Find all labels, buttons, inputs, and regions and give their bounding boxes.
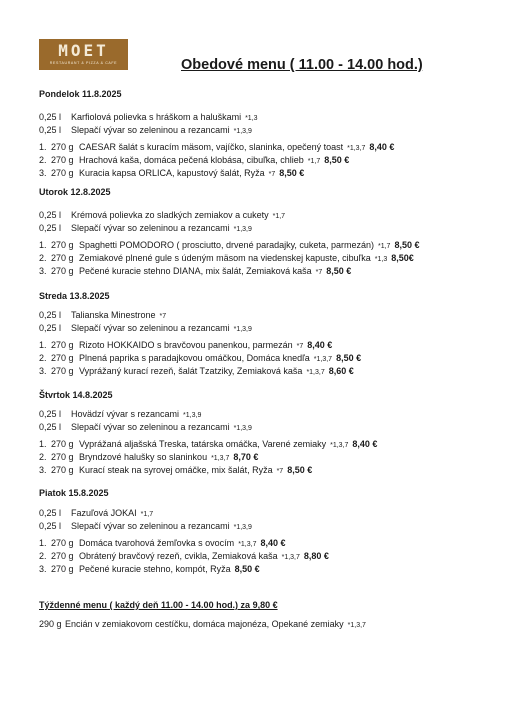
main-course-item	[39, 452, 258, 464]
soup-name: Slepačí vývar so zeleninou a rezancami	[71, 521, 230, 531]
soup-item	[39, 422, 252, 434]
allergens: *1,3,7	[281, 554, 300, 561]
soup-item	[39, 310, 166, 322]
main-name: Vyprážaný kurací rezeň, šalát Tzatziky, Zemiaková kaša	[79, 366, 303, 376]
price: 8,40 €	[352, 439, 378, 449]
allergens: *1,3	[245, 115, 258, 122]
main-quantity: 270 g	[51, 340, 74, 350]
main-course-item	[39, 155, 349, 167]
price: 8,50 €	[324, 155, 350, 165]
allergens: *1,7	[140, 511, 154, 518]
main-quantity: 270 g	[51, 564, 74, 574]
allergens: *1,7	[377, 243, 391, 250]
item-number: 2.	[39, 551, 47, 561]
item-number: 2.	[39, 452, 47, 462]
soup-name: Slepačí vývar so zeleninou a rezancami	[71, 223, 230, 233]
day-heading: Štvrtok 14.8.2025	[39, 390, 113, 400]
price: 8,40 €	[369, 142, 395, 152]
soup-quantity: 0,25 l	[39, 409, 62, 419]
price: 8,50 €	[336, 353, 362, 363]
main-name: Bryndzové halušky so slaninkou	[79, 452, 208, 462]
main-name: Spaghetti POMODORO ( prosciutto, drvené paradajky, cuketa, parmezán)	[79, 240, 374, 250]
item-number: 3.	[39, 266, 47, 276]
item-number: 1.	[39, 340, 47, 350]
item-number: 3.	[39, 564, 47, 574]
day-heading: Pondelok 11.8.2025	[39, 89, 122, 99]
allergens: *1,3,9	[233, 524, 252, 531]
main-course-item	[39, 266, 351, 278]
soup-quantity: 0,25 l	[39, 508, 62, 518]
price: 8,50 €	[234, 564, 260, 574]
day-heading: Utorok 12.8.2025	[39, 187, 111, 197]
item-number: 1.	[39, 142, 47, 152]
soup-item	[39, 323, 252, 335]
soup-quantity: 0,25 l	[39, 422, 62, 432]
price: 8,60 €	[328, 366, 354, 376]
price: 8,50 €	[287, 465, 313, 475]
main-name: Domáca tvarohová žemľovka s ovocím	[79, 538, 235, 548]
allergens: *7	[159, 313, 167, 320]
main-name: Kurací steak na syrovej omáčke, mix šalát, Ryža	[79, 465, 273, 475]
main-course-item	[39, 168, 304, 180]
main-name: Vyprážaná aljašská Treska, tatárska omáčka, Varené zemiaky	[79, 439, 327, 449]
price: 8,50 €	[394, 240, 420, 250]
allergens: *1,3,7	[313, 356, 333, 363]
allergens: *1,3,9	[233, 226, 252, 233]
main-quantity: 270 g	[51, 266, 74, 276]
allergens: *1,3,7	[330, 442, 349, 449]
soup-name: Krémová polievka zo sladkých zemiakov a cukety	[71, 210, 269, 220]
soup-item	[39, 521, 252, 533]
allergens: *1,3,9	[233, 425, 252, 432]
soup-quantity: 0,25 l	[39, 125, 62, 135]
soup-item	[39, 223, 252, 235]
soup-item	[39, 125, 252, 137]
day-heading: Streda 13.8.2025	[39, 291, 110, 301]
allergens: *7	[296, 343, 304, 350]
allergens: *7	[315, 269, 323, 276]
allergens: *7	[276, 468, 284, 475]
item-number: 3.	[39, 168, 47, 178]
soup-item	[39, 508, 153, 520]
allergens: *1,7	[307, 158, 321, 165]
price: 8,50 €	[279, 168, 305, 178]
soup-quantity: 0,25 l	[39, 521, 62, 531]
main-quantity: 270 g	[51, 253, 74, 263]
weekly-menu-heading: Týždenné menu ( každý deň 11.00 - 14.00 hod.) za 9,80 €	[39, 600, 278, 610]
main-course-item	[39, 142, 394, 154]
weekly-name: Encián v zemiakovom cestíčku, domáca majonéza, Opekané zemiaky	[65, 619, 344, 629]
price: 8,80 €	[303, 551, 329, 561]
soup-quantity: 0,25 l	[39, 310, 62, 320]
main-course-item	[39, 465, 312, 477]
allergens: *1,7	[272, 213, 286, 220]
main-quantity: 270 g	[51, 465, 74, 475]
main-course-item	[39, 439, 377, 451]
main-name: Pečené kuracie stehno DIANA, mix šalát, Zemiaková kaša	[79, 266, 312, 276]
allergens: *1,3,7	[211, 455, 230, 462]
price: 8,70 €	[233, 452, 259, 462]
price: 8,40 €	[260, 538, 286, 548]
main-name: CAESAR šalát s kuracím mäsom, vajíčko, slaninka, opečený toast	[79, 142, 344, 152]
weekly-quantity: 290 g	[39, 619, 62, 629]
soup-quantity: 0,25 l	[39, 323, 62, 333]
allergens: *1,3,7	[238, 541, 257, 548]
item-number: 1.	[39, 439, 47, 449]
allergens: *1,3,7	[347, 622, 366, 629]
page-title: Obedové menu ( 11.00 - 14.00 hod.)	[181, 57, 423, 73]
soup-item	[39, 409, 201, 421]
main-quantity: 270 g	[51, 142, 74, 152]
allergens: *1,3,9	[233, 326, 252, 333]
main-quantity: 270 g	[51, 551, 74, 561]
soup-name: Slepačí vývar so zeleninou a rezancami	[71, 323, 230, 333]
soup-name: Fazuľová JOKAI	[71, 508, 137, 518]
item-number: 1.	[39, 240, 47, 250]
main-course-item	[39, 564, 260, 575]
soup-name: Slepačí vývar so zeleninou a rezancami	[71, 422, 230, 432]
soup-quantity: 0,25 l	[39, 112, 62, 122]
main-course-item	[39, 551, 329, 563]
soup-item	[39, 210, 285, 222]
item-number: 2.	[39, 253, 47, 263]
soup-item	[39, 112, 258, 124]
main-name: Plnená paprika s paradajkovou omáčkou, Domáca knedľa	[79, 353, 310, 363]
main-course-item	[39, 366, 354, 378]
main-course-item	[39, 340, 332, 352]
main-quantity: 270 g	[51, 155, 74, 165]
allergens: *7	[268, 171, 276, 178]
main-name: Rizoto HOKKAIDO s bravčovou panenkou, parmezán	[79, 340, 293, 350]
main-quantity: 270 g	[51, 168, 74, 178]
main-quantity: 270 g	[51, 538, 74, 548]
item-number: 3.	[39, 465, 47, 475]
soup-name: Karfiolová polievka s hráškom a haluškami	[71, 112, 242, 122]
price: 8,50 €	[326, 266, 352, 276]
item-number: 2.	[39, 353, 47, 363]
main-course-item	[39, 353, 361, 365]
allergens: *1,3,7	[347, 145, 366, 152]
main-course-item	[39, 253, 414, 265]
allergens: *1,3,7	[306, 369, 325, 376]
soup-name: Slepačí vývar so zeleninou a rezancami	[71, 125, 230, 135]
main-quantity: 270 g	[51, 439, 74, 449]
main-quantity: 270 g	[51, 240, 74, 250]
allergens: *1,3	[374, 256, 388, 263]
item-number: 3.	[39, 366, 47, 376]
restaurant-logo	[39, 39, 128, 70]
main-quantity: 270 g	[51, 366, 74, 376]
main-quantity: 270 g	[51, 452, 74, 462]
allergens: *1,3,9	[233, 128, 252, 135]
soup-name: Talianska Minestrone	[71, 310, 156, 320]
item-number: 2.	[39, 155, 47, 165]
weekly-menu-item	[39, 619, 366, 631]
main-quantity: 270 g	[51, 353, 74, 363]
price: 8,40 €	[307, 340, 333, 350]
soup-name: Hovädzí vývar s rezancami	[71, 409, 180, 419]
main-course-item	[39, 538, 286, 550]
soup-quantity: 0,25 l	[39, 223, 62, 233]
main-name: Zemiakové plnené gule s údeným mäsom na viedenskej kapuste, cibuľka	[79, 253, 371, 263]
main-course-item	[39, 240, 419, 252]
main-name: Kuracia kapsa ORLICA, kapustový šalát, Ryža	[79, 168, 265, 178]
logo-tagline: RESTAURANT & PIZZA & CAFE	[49, 61, 118, 65]
main-name: Pečené kuracie stehno, kompót, Ryža	[79, 564, 231, 574]
day-heading: Piatok 15.8.2025	[39, 488, 109, 498]
main-name: Obrátený bravčový rezeň, cvikla, Zemiaková kaša	[79, 551, 278, 561]
logo-wordmark: MOET	[58, 41, 109, 60]
price: 8,50€	[391, 253, 414, 263]
main-name: Hrachová kaša, domáca pečená klobása, cibuľka, chlieb	[79, 155, 304, 165]
allergens: *1,3,9	[183, 412, 202, 419]
soup-quantity: 0,25 l	[39, 210, 62, 220]
item-number: 1.	[39, 538, 47, 548]
